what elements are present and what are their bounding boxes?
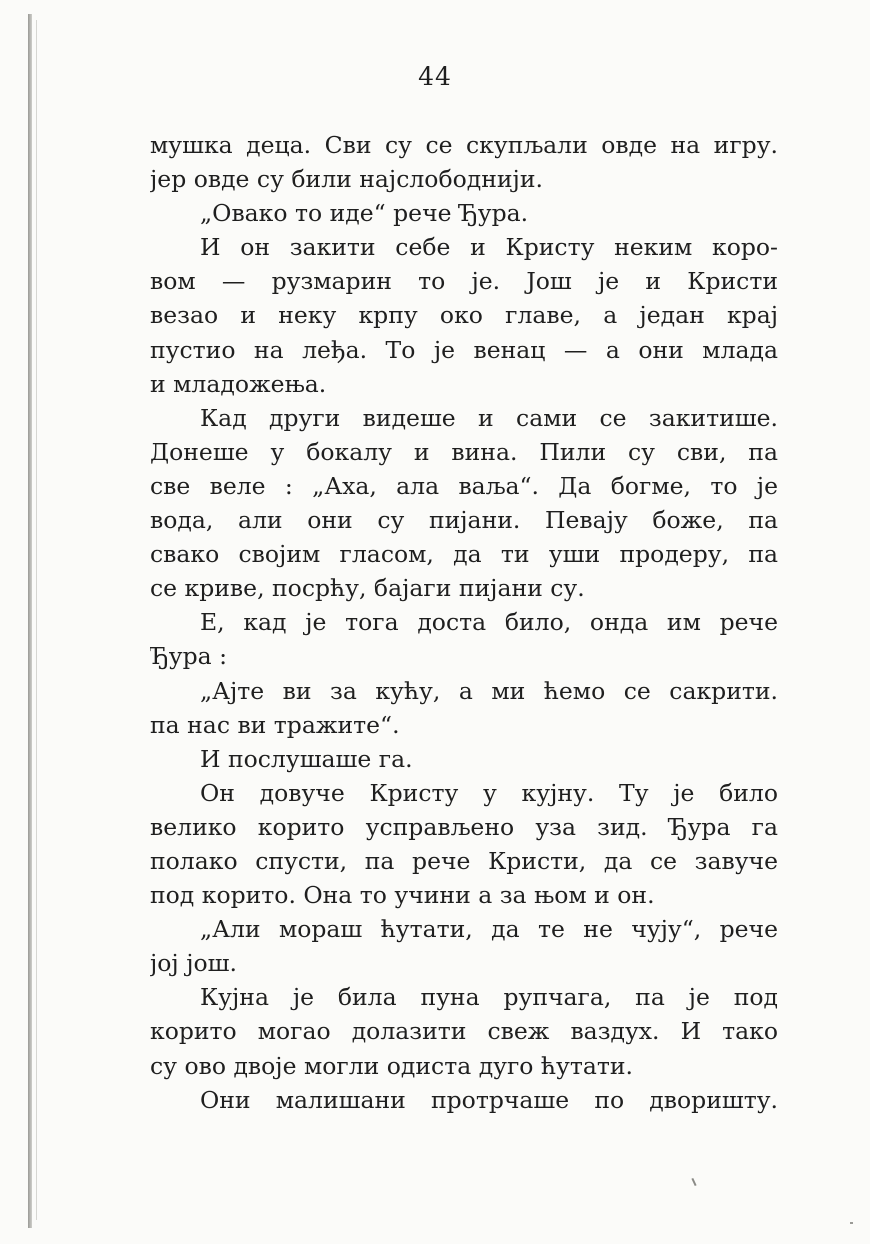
- text-line: Они малишани протрчаше по дворишту.: [200, 1085, 778, 1114]
- paper-speck: [691, 1178, 696, 1186]
- text-line: су ово двоје могли одиста дуго ћутати.: [150, 1051, 634, 1080]
- text-line: Кујна је била пуна рупчага, па је под: [200, 983, 778, 1012]
- text-line: везао и неку крпу око главе, а један крај: [150, 301, 778, 330]
- text-line: под корито. Она то учини а за њом и он.: [150, 881, 655, 910]
- text-line: И послушаше га.: [200, 744, 413, 773]
- body-text: [150, 128, 778, 1117]
- text-line: мушка деца. Сви су се скупљали овде на игру.: [150, 131, 778, 159]
- text-line: велико корито усправљено уза зид. Ђура га: [150, 812, 778, 841]
- paper-speck: [850, 1222, 853, 1224]
- text-line: свако својим гласом, да ти уши продеру, па: [150, 540, 778, 569]
- text-line: И он закити себе и Кристу неким коро-: [200, 233, 778, 262]
- text-line: вода, али они су пијани. Певају боже, па: [150, 506, 778, 535]
- page-number: 44: [418, 62, 452, 91]
- text-line: Донеше у бокалу и вина. Пили су сви, па: [150, 437, 778, 466]
- text-line: Е, кад је тога доста било, онда им рече: [200, 608, 778, 637]
- text-line: Он довуче Кристу у кујну. Ту је било: [200, 778, 778, 807]
- text-line: све веле : „Аха, ала ваља“. Да богме, то је: [150, 471, 778, 500]
- page-binding-shadow: [36, 20, 37, 1220]
- text-line: корито могао долазити свеж ваздух. И тако: [150, 1017, 778, 1046]
- text-line: се криве, посрћу, бајаги пијани су.: [150, 574, 585, 603]
- text-line: „Овако то иде“ рече Ђура.: [200, 199, 529, 228]
- text-line: јој још.: [150, 949, 237, 978]
- page-binding-edge: [28, 14, 32, 1228]
- text-line: пустио на леђа. То је венац — а они млада: [150, 335, 778, 364]
- text-line: полако спусти, па рече Кристи, да се завуче: [150, 846, 778, 875]
- text-line: „Али мораш ћутати, да те не чују“, рече: [200, 915, 778, 944]
- text-line: Кад други видеше и сами се закитише.: [200, 403, 778, 432]
- text-line: јер овде су били најслободнији.: [150, 165, 543, 194]
- text-line: па нас ви тражите“.: [150, 710, 400, 739]
- text-line: вом — рузмарин то је. Још је и Кристи: [150, 267, 778, 296]
- text-line: Ђура :: [150, 642, 228, 671]
- text-line: „Ајте ви за кућу, а ми ћемо се сакрити.: [200, 676, 778, 705]
- text-line: и младожења.: [150, 369, 327, 398]
